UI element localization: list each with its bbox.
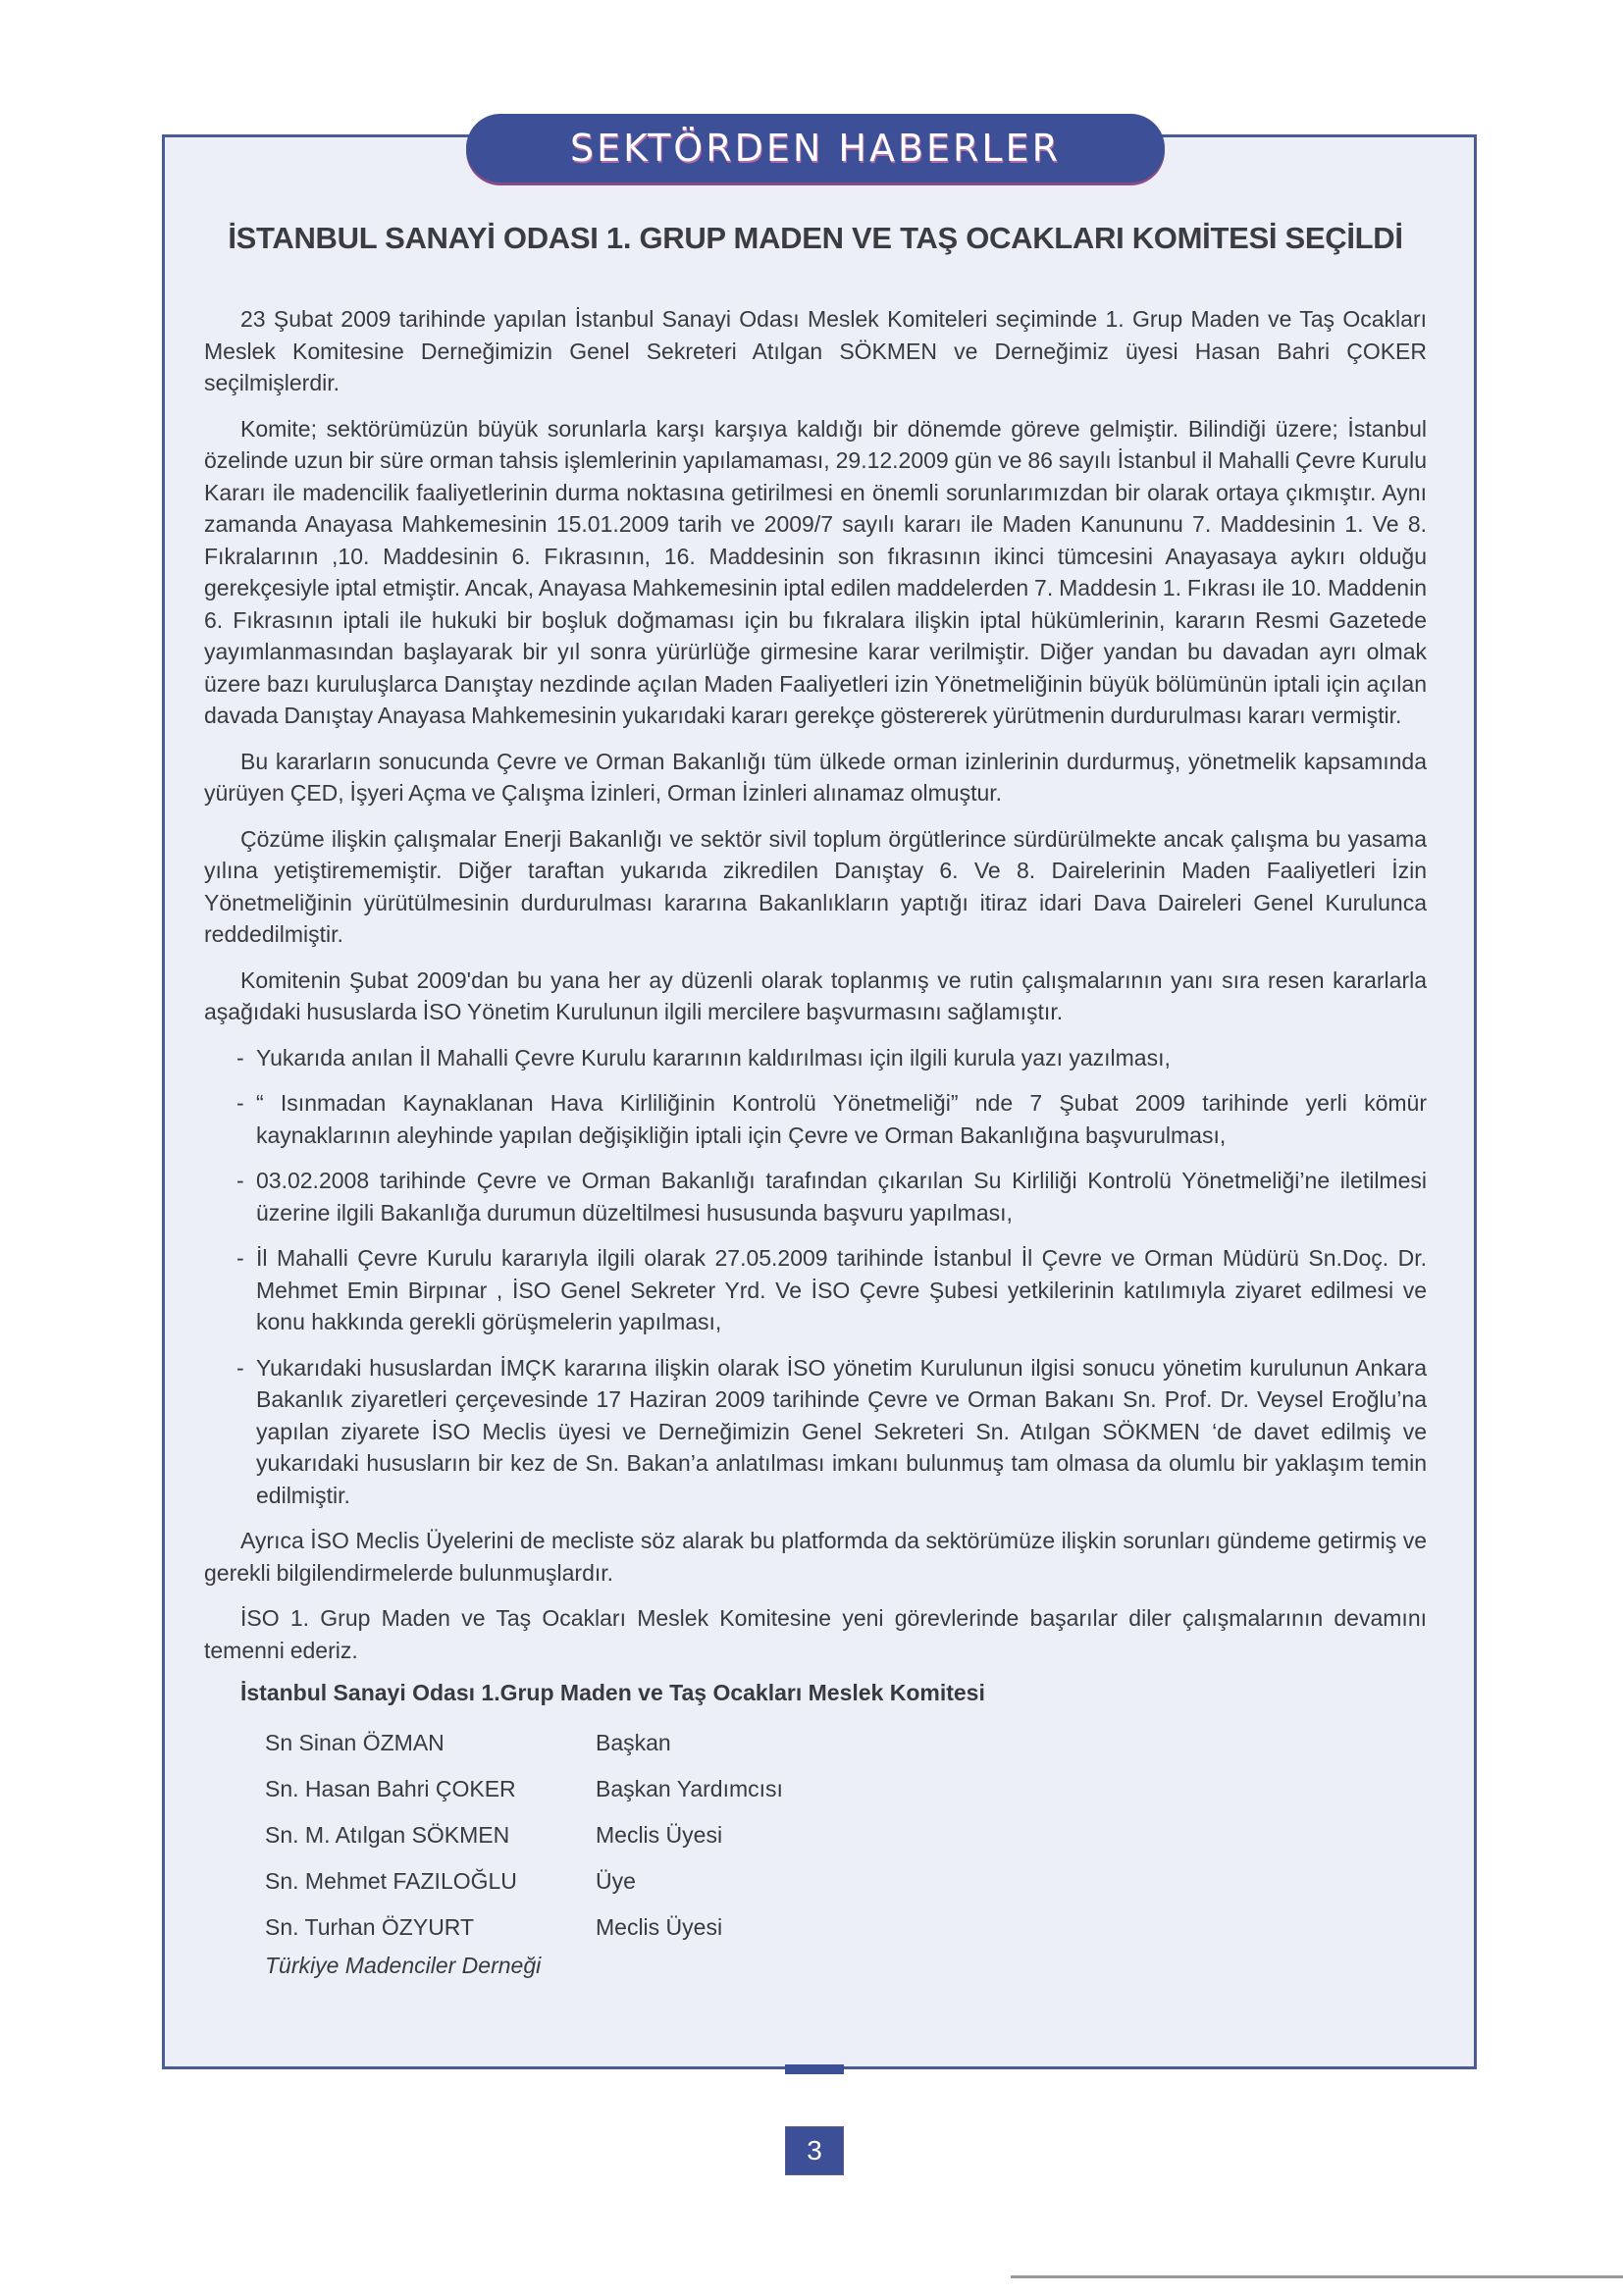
article-content [165, 137, 1474, 1979]
list-item-text: Yukarıda anılan İl Mahalli Çevre Kurulu kararının kaldırılması için ilgili kurula yazı yazılması, [256, 1044, 1171, 1070]
member-row [265, 1766, 1427, 1812]
paragraph: Ayrıca İSO Meclis Üyelerini de mecliste söz alarak bu platformda da sektörümüze ilişkin sorunları gündeme getirmiş ve gerekli bilgilendirmelerde bulunmuşlardır. [204, 1528, 1427, 1586]
bullet-dash: - [236, 1245, 244, 1271]
article-headline: İSTANBUL SANAYİ ODASI 1. GRUP MADEN VE TAŞ OCAKLARI KOMİTESİ SEÇİLDİ [228, 221, 1403, 255]
member-name: Sn. Mehmet FAZILOĞLU [265, 1868, 517, 1894]
member-row [265, 1812, 1427, 1858]
committee-title: İstanbul Sanayi Odası 1.Grup Maden ve Taş Ocakları Meslek Komitesi [240, 1680, 985, 1705]
member-role: Başkan Yardımcısı [596, 1776, 783, 1801]
member-row [265, 1905, 1427, 1951]
member-role: Meclis Üyesi [596, 1914, 723, 1940]
paragraph: Komite; sektörümüzün büyük sorunlarla karşı karşıya kaldığı bir dönemde göreve gelmiştir. Bilindiği üzere; İstanbul özelinde uzun bir süre orman tahsis işlemlerinin yapılamaması, 29.12.2009 gün ve 86 sayılı İstanbul il Mahalli Çevre Kurulu Kararı ile madencilik faaliyetlerinin durma noktasına getirilmesi en önemli sorunlarımızdan bir olarak ortaya çıkmıştır. Aynı zamanda Anayasa Mahkemesinin 15.01.2009 tarih ve 2009/7 sayılı kararı ile Maden Kanununu 7. Maddesinin 1. Ve 8. Fıkralarının ,10. Maddesinin 6. Fıkrasının, 16. Maddesinin son fıkrasının ikinci tümcesini Anayasaya aykırı olduğu gerekçesiyle iptal etmiştir. Ancak, Anayasa Mahkemesinin iptal edilen maddelerden 7. Maddesin 1. Fıkrası ile 10. Maddenin 6. Fıkrasının iptali ile hukuki bir boşluk doğmaması için bu fıkralara ilişkin iptal hükümlerinin, kararın Resmi Gazetede yayımlanmasından başlayarak bir yıl sonra yürürlüğe girmesine karar verilmiştir. Diğer yandan bu davadan ayrı olmak üzere bazı kuruluşlarca Danıştay nezdinde açılan Maden Faaliyetleri izin Yönetmeliğinin büyük bölümünün iptali için açılan davada Danıştay Anayasa Mahkemesinin yukarıdaki kararı gerekçe göstererek yürütmenin durdurulması kararı vermiştir. [204, 415, 1427, 728]
paragraph: Çözüme ilişkin çalışmalar Enerji Bakanlığı ve sektör sivil toplum örgütlerince sürdürülmekte ancak çalışma bu yasama yılına yetiştirememiştir. Diğer taraftan yukarıda zikredilen Danıştay 6. Ve 8. Dairelerinin Maden Faaliyetleri İzin Yönetmeliğinin yürütülmesinin durdurulması kararına Bakanlıkların yaptığı itiraz idari Dava Daireleri Genel Kurulunca reddedilmiştir. [204, 825, 1427, 947]
page-number: 3 [785, 2126, 844, 2175]
list-item-text: İl Mahalli Çevre Kurulu kararıyla ilgili olarak 27.05.2009 tarihinde İstanbul İl Çevre ve Orman Müdürü Sn.Doç. Dr. Mehmet Emin Birpınar , İSO Genel Sekreter Yrd. Ve İSO Çevre Şubesi yetkilerinin katılımıyla ziyaret edilmesi ve konu hakkında gerekli görüşmelerin yapılması, [256, 1245, 1427, 1334]
bullet-dash: - [236, 1168, 244, 1193]
list-item [236, 1087, 1427, 1151]
list-item [236, 1042, 1427, 1074]
member-role: Meclis Üyesi [596, 1822, 723, 1848]
bullet-dash: - [236, 1354, 244, 1381]
list-item-text: Yukarıdaki hususlardan İMÇK kararına ilişkin olarak İSO yönetim Kurulunun ilgisi sonucu yönetim kurulunun Ankara Bakanlık ziyaretleri çerçevesinde 17 Haziran 2009 tarihinde Çevre ve Orman Bakanı Sn. Prof. Dr. Veysel Eroğlu’na yapılan ziyarete İSO Meclis üyesi ve Derneğimizin Genel Sekreteri Sn. Atılgan SÖKMEN ‘de davet edilmiş ve yukarıdaki hususların bir kez de Sn. Bakan’a anlatılması imkanı bulunmuş tam olmasa da olumlu bir yaklaşım temin edilmiştir. [256, 1354, 1427, 1508]
committee-members [265, 1720, 1427, 1951]
section-banner [466, 114, 1165, 183]
member-name: Sn. Hasan Bahri ÇOKER [265, 1776, 516, 1801]
paragraph: 23 Şubat 2009 tarihinde yapılan İstanbul Sanayi Odası Meslek Komiteleri seçiminde 1. Grup Maden ve Taş Ocakları Meslek Komitesine Derneğimizin Genel Sekreteri Atılgan SÖKMEN ve Derneğimiz üyesi Hasan Bahri ÇOKER seçilmişlerdir. [204, 306, 1427, 395]
page-number-tab [785, 2064, 844, 2074]
member-row [265, 1858, 1427, 1905]
bullet-dash: - [236, 1044, 244, 1070]
paragraph: Bu kararların sonucunda Çevre ve Orman Bakanlığı tüm ülkede orman izinlerinin durdurmuş, yönetmelik kapsamında yürüyen ÇED, İşyeri Açma ve Çalışma İzinleri, Orman İzinleri alınamaz olmuştur. [204, 748, 1427, 806]
list-item [236, 1352, 1427, 1512]
section-banner-label: SEKTÖRDEN HABERLER [569, 127, 1062, 170]
member-name: Sn Sinan ÖZMAN [265, 1730, 445, 1755]
paragraph: Komitenin Şubat 2009'dan bu yana her ay düzenli olarak toplanmış ve rutin çalışmalarının yanı sıra resen kararlarla aşağıdaki hususlarda İSO Yönetim Kurulunun ilgili mercilere başvurmasını sağlamıştır. [204, 966, 1427, 1024]
list-item-text: “ Isınmadan Kaynaklanan Hava Kirliliğinin Kontrolü Yönetmeliği” nde 7 Şubat 2009 tarihinde yerli kömür kaynaklarının aleyhinde yapılan değişikliğin iptali için Çevre ve Orman Bakanlığına başvurulması, [256, 1090, 1427, 1148]
member-name: Sn. M. Atılgan SÖKMEN [265, 1822, 510, 1848]
member-row [265, 1720, 1427, 1766]
action-list [204, 1042, 1427, 1512]
article-frame [162, 134, 1477, 2069]
signature: Türkiye Madenciler Derneği [265, 1953, 542, 1978]
scan-edge-line [1011, 2275, 1623, 2278]
bullet-dash: - [236, 1090, 244, 1116]
list-item [236, 1242, 1427, 1338]
member-name: Sn. Turhan ÖZYURT [265, 1914, 475, 1940]
list-item [236, 1165, 1427, 1228]
paragraph: İSO 1. Grup Maden ve Taş Ocakları Meslek Komitesine yeni görevlerinde başarılar diler çalışmalarının devamını temenni ederiz. [204, 1605, 1427, 1663]
member-role: Başkan [596, 1730, 671, 1755]
member-role: Üye [596, 1868, 636, 1894]
list-item-text: 03.02.2008 tarihinde Çevre ve Orman Bakanlığı tarafından çıkarılan Su Kirliliği Kontrolü Yönetmeliği’ne iletilmesi üzerine ilgili Bakanlığa durumun düzeltilmesi hususunda başvuru yapılması, [256, 1168, 1427, 1226]
